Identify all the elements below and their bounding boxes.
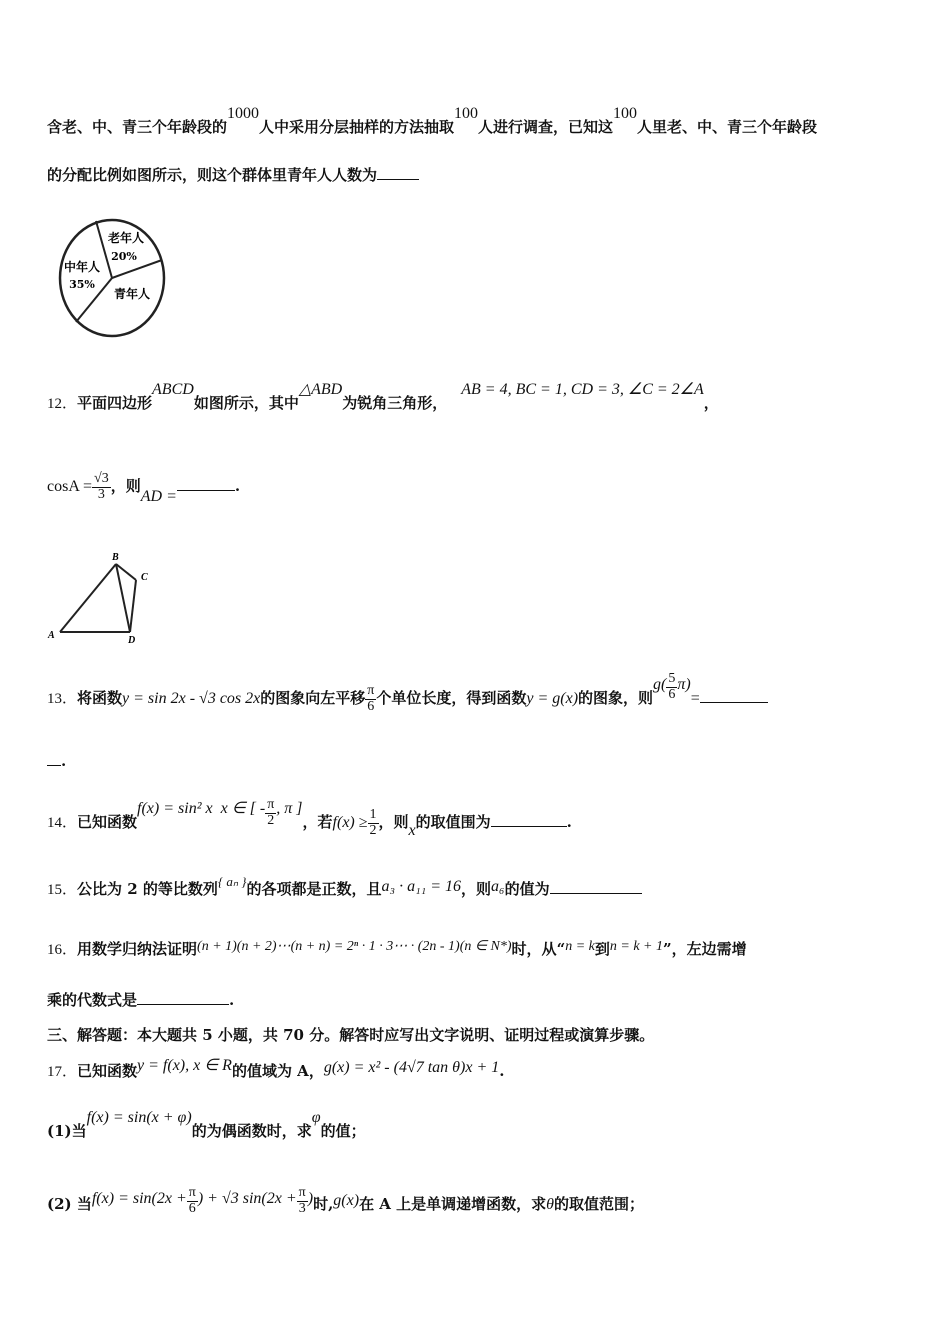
q14-frac-1-2 — [368, 808, 379, 838]
pie-label-young: 青年人 — [113, 287, 151, 301]
frac-num: 1 — [369, 807, 377, 822]
q16-line-2 — [47, 989, 234, 1010]
q12-text-a: 平面四边形 — [77, 394, 153, 412]
q12-text-c: 为锐角三角形， — [342, 394, 448, 412]
q17-p2-text-d: 的取值范围； — [554, 1195, 645, 1214]
q17-text-b: 的值域为 A， — [231, 1062, 324, 1080]
q17-p2-math-g: g(x) — [333, 1192, 360, 1210]
q11-text-a: 含老、中、青三个年龄段的 — [47, 118, 228, 136]
q17-end: . — [499, 1062, 505, 1080]
q17-number: 17． — [47, 1064, 78, 1080]
q14-math-f: f(x) = sin² x — [137, 800, 213, 818]
q13-text-b: 的图象向左平移 — [260, 689, 366, 708]
q12-answer-blank[interactable] — [177, 489, 235, 491]
q16-number: 16． — [47, 942, 78, 958]
q16-text-b: 时，从 — [511, 940, 557, 958]
q13-text-c: 个单位长度，得到函数 — [376, 689, 527, 708]
q16-quote-close: ” — [663, 940, 672, 958]
frac-num: π — [188, 1185, 196, 1200]
q12-math-ad: AD = — [140, 488, 177, 506]
section-3-heading — [47, 1024, 654, 1045]
q12-line-2 — [47, 471, 241, 506]
q12-math-triangle: △ABD — [298, 381, 343, 398]
q13-frac-5-6 — [666, 672, 677, 702]
vertex-d: D — [128, 635, 136, 646]
q11-text-d: 人里老、中、青三个年龄段 — [637, 118, 818, 136]
q11-text-c: 人进行调查，已知这 — [478, 118, 614, 136]
q13-line-2 — [47, 752, 66, 770]
q13-equals: = — [690, 690, 700, 708]
q17-math-y: y = f(x), x ∈ R — [137, 1057, 232, 1074]
q14-text-c: ，则 — [378, 813, 409, 832]
q11-answer-blank[interactable] — [377, 178, 419, 180]
q14-math-x: x — [408, 822, 416, 840]
q17-p2-math-c: ) — [307, 1190, 314, 1208]
frac-den: 6 — [668, 686, 676, 702]
q11-num-1000: 1000 — [227, 105, 260, 122]
q13-math-g-close: π) — [677, 676, 691, 694]
q17-p1-math-f: f(x) = sin(x + φ) — [86, 1109, 192, 1126]
q16-answer-blank[interactable] — [137, 1003, 229, 1005]
q16-text-line2: 乘的代数式是 — [47, 991, 138, 1009]
q16-math-identity: (n + 1)(n + 2)⋯(n + n) = 2ⁿ · 1 · 3⋯ · (2n - 1)(n ∈ N*) — [197, 939, 512, 954]
q12-math-cos: cosA = — [47, 478, 93, 496]
q17-p2-math-theta: θ — [546, 1196, 555, 1214]
q17-p1-text-c: 的值； — [320, 1122, 366, 1140]
q16-line-1 — [47, 938, 747, 959]
vertex-c: C — [141, 572, 148, 583]
q15-math-a6: a₆ — [491, 878, 505, 895]
frac-num: √3 — [94, 471, 109, 486]
q14-line — [47, 797, 572, 840]
q15-text-b: 的各项都是正数，且 — [246, 880, 382, 898]
q17-p2-math-a: f(x) = sin(2x + — [91, 1190, 187, 1208]
q11-text-line2: 的分配比例如图所示，则这个群体里青年人人数为 — [47, 166, 378, 184]
q17-p1-label: (1)当 — [47, 1122, 87, 1140]
q15-answer-blank[interactable] — [550, 892, 642, 894]
q11-pie-chart — [58, 218, 170, 342]
pie-value-old: 20% — [111, 250, 137, 263]
edge-cd — [130, 580, 136, 632]
q17-p1-text-b: 的为偶函数时，求 — [191, 1122, 312, 1140]
frac-num: 5 — [668, 671, 676, 686]
q15-text-c: ，则 — [460, 880, 491, 898]
frac-den: 6 — [367, 698, 375, 714]
q16-text-a: 用数学归纳法证明 — [77, 940, 198, 958]
q16-math-n-k: n = k — [565, 939, 595, 954]
q11-text-b: 人中采用分层抽样的方法抽取 — [259, 118, 455, 136]
q14-frac-pi-2 — [265, 798, 276, 828]
q17-p2-label: (2) 当 — [47, 1195, 92, 1214]
q17-p2-frac-pi-6 — [187, 1186, 198, 1216]
q12-text-d: ，则 — [110, 477, 141, 496]
q12-end: . — [234, 477, 241, 496]
q11-num-100-a: 100 — [454, 105, 479, 122]
q12-math-conditions: AB = 4, BC = 1, CD = 3, ∠C = 2∠A — [461, 381, 704, 398]
q14-answer-blank[interactable] — [491, 825, 567, 827]
frac-num: π — [267, 797, 275, 812]
pie-label-middle: 中年人 — [63, 260, 101, 274]
q12-frac-sqrt3-over-3 — [92, 472, 111, 502]
q12-quadrilateral-figure — [44, 550, 164, 646]
q12-number: 12． — [47, 396, 78, 412]
q16-math-n-k1: n = k + 1 — [609, 939, 663, 954]
q11-line-2 — [47, 164, 419, 185]
q12-math-abcd: ABCD — [152, 381, 194, 398]
q13-math-function: y = sin 2x - √3 cos 2x — [122, 690, 261, 708]
q13-math-g-open: g( — [653, 676, 667, 694]
q17-math-g: g(x) = x² - (4√7 tan θ)x + 1 — [323, 1059, 500, 1076]
frac-num: π — [367, 683, 375, 698]
q15-line — [47, 874, 642, 899]
q13-text-d: 的图象，则 — [578, 689, 654, 708]
q16-text-d: ，左边需增 — [671, 940, 747, 958]
q11-num-100-b: 100 — [613, 105, 638, 122]
q15-number: 15． — [47, 882, 78, 898]
section-3-text: 三、解答题：本大题共 5 小题，共 70 分。解答时应写出文字说明、证明过程或演算步骤。 — [47, 1026, 655, 1044]
q15-math-product: a₃ · a₁₁ = 16 — [381, 878, 461, 895]
q17-line — [47, 1057, 505, 1081]
q12-text-b: 如图所示，其中 — [193, 394, 299, 412]
pie-value-middle: 35% — [69, 278, 95, 291]
q12-comma: ， — [703, 394, 719, 412]
frac-den: 3 — [97, 486, 105, 502]
q14-text-d: 的取值围为 — [415, 813, 491, 832]
q13-end: . — [61, 752, 67, 770]
q13-number: 13． — [47, 691, 78, 708]
q17-p1-math-phi: φ — [311, 1109, 321, 1126]
q15-math-seq: { aₙ } — [217, 874, 247, 889]
vertex-a: A — [48, 630, 55, 641]
q16-quote-open: “ — [556, 940, 566, 958]
frac-num: π — [298, 1185, 306, 1200]
q17-p2-text-b: 时, — [313, 1195, 334, 1214]
q14-text-b: ，若 — [302, 813, 333, 832]
frac-den: 6 — [188, 1200, 196, 1216]
q12-line-1 — [47, 381, 719, 413]
q15-text-d: 的值为 — [504, 880, 550, 898]
pie-label-old: 老年人 — [107, 231, 145, 245]
q14-number: 14． — [47, 815, 78, 832]
q17-part-2 — [47, 1185, 645, 1220]
vertex-b: B — [112, 552, 119, 563]
q15-text-a: 公比为 2 的等比数列 — [77, 880, 218, 898]
q17-part-1 — [47, 1109, 366, 1141]
q16-end: . — [229, 991, 235, 1009]
q16-text-c: 到 — [594, 940, 610, 958]
q13-answer-blank-cont[interactable] — [47, 764, 61, 766]
q14-text-a: 已知函数 — [77, 813, 138, 832]
edge-ab — [60, 564, 116, 632]
q13-line-1 — [47, 671, 907, 714]
q17-text-a: 已知函数 — [77, 1062, 138, 1080]
q13-math-g: y = g(x) — [526, 690, 579, 708]
q11-line-1 — [47, 105, 818, 137]
q17-p2-math-b: ) + √3 sin(2x + — [197, 1190, 297, 1208]
q14-math-domain-close: , π ] — [276, 800, 303, 818]
q14-end: . — [566, 813, 572, 832]
q13-frac-pi-6 — [365, 684, 376, 714]
frac-den: 2 — [369, 822, 377, 838]
q13-answer-blank[interactable] — [700, 701, 768, 703]
frac-den: 2 — [267, 812, 275, 828]
q13-text-a: 将函数 — [77, 689, 123, 708]
q17-p2-frac-pi-3 — [297, 1186, 308, 1216]
q14-math-ineq: f(x) ≥ — [332, 814, 368, 832]
q14-math-domain-open: x ∈ [ - — [220, 800, 266, 818]
frac-den: 3 — [298, 1200, 306, 1216]
q17-p2-text-c: 在 A 上是单调递增函数，求 — [359, 1195, 547, 1214]
